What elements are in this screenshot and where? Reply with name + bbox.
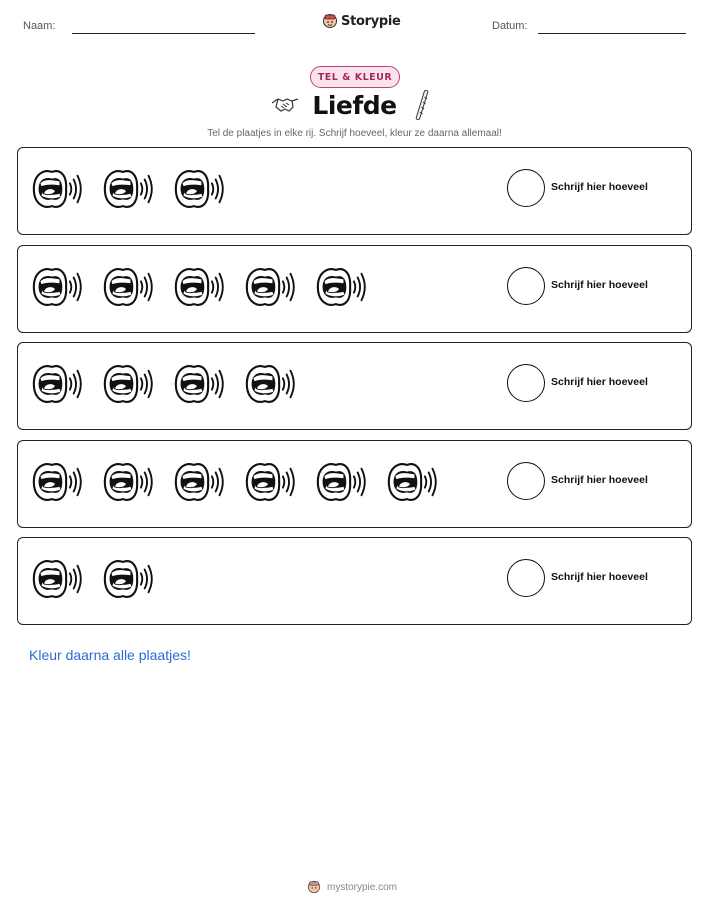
counting-row-1 [17,147,692,235]
rope-icon [412,90,432,120]
shouting-mouth-icon[interactable] [31,554,86,604]
answer-circle[interactable] [507,364,545,402]
answer-circle[interactable] [507,267,545,305]
shouting-mouth-icon[interactable] [102,164,157,214]
shouting-mouth-icon[interactable] [31,262,86,312]
answer-label: Schrijf hier hoeveel [551,571,648,583]
shouting-mouth-icon[interactable] [315,262,370,312]
counting-row-3 [17,342,692,430]
counting-row-5 [17,537,692,625]
activity-badge: TEL & KLEUR [310,66,400,88]
mouth-group [31,164,228,214]
page-title: Liefde [312,91,397,120]
answer-circle[interactable] [507,169,545,207]
shouting-mouth-icon[interactable] [173,262,228,312]
brand [322,13,401,29]
date-label: Datum: [492,20,528,32]
mouth-group [31,359,299,409]
date-line[interactable] [538,33,686,34]
footer-note: Kleur daarna alle plaatjes! [29,647,191,663]
shouting-mouth-icon[interactable] [386,457,441,507]
shouting-mouth-icon[interactable] [315,457,370,507]
shouting-mouth-icon[interactable] [102,359,157,409]
counting-row-4 [17,440,692,528]
answer-label: Schrijf hier hoeveel [551,181,648,193]
counting-row-2 [17,245,692,333]
name-label: Naam: [23,20,56,32]
shouting-mouth-icon[interactable] [173,457,228,507]
shouting-mouth-icon[interactable] [244,457,299,507]
answer-circle[interactable] [507,559,545,597]
shouting-mouth-icon[interactable] [244,262,299,312]
storypie-logo-icon [322,13,338,29]
instructions-text: Tel de plaatjes in elke rij. Schrijf hoeveel, kleur ze daarna allemaal! [207,128,502,139]
answer-label: Schrijf hier hoeveel [551,279,648,291]
answer-label: Schrijf hier hoeveel [551,376,648,388]
shouting-mouth-icon[interactable] [102,457,157,507]
shouting-mouth-icon[interactable] [173,164,228,214]
shouting-mouth-icon[interactable] [102,262,157,312]
footer-brand [307,880,397,894]
shouting-mouth-icon[interactable] [102,554,157,604]
answer-label: Schrijf hier hoeveel [551,474,648,486]
storypie-logo-icon [307,880,321,894]
answer-circle[interactable] [507,462,545,500]
brand-name: Storypie [341,13,401,29]
name-line[interactable] [72,33,255,34]
shouting-mouth-icon[interactable] [31,164,86,214]
footer-url[interactable]: mystorypie.com [327,881,398,893]
shouting-mouth-icon[interactable] [31,457,86,507]
shouting-mouth-icon[interactable] [31,359,86,409]
mouth-group [31,554,157,604]
shouting-mouth-icon[interactable] [173,359,228,409]
shouting-mouth-icon[interactable] [244,359,299,409]
mouth-group [31,457,441,507]
mouth-group [31,262,370,312]
